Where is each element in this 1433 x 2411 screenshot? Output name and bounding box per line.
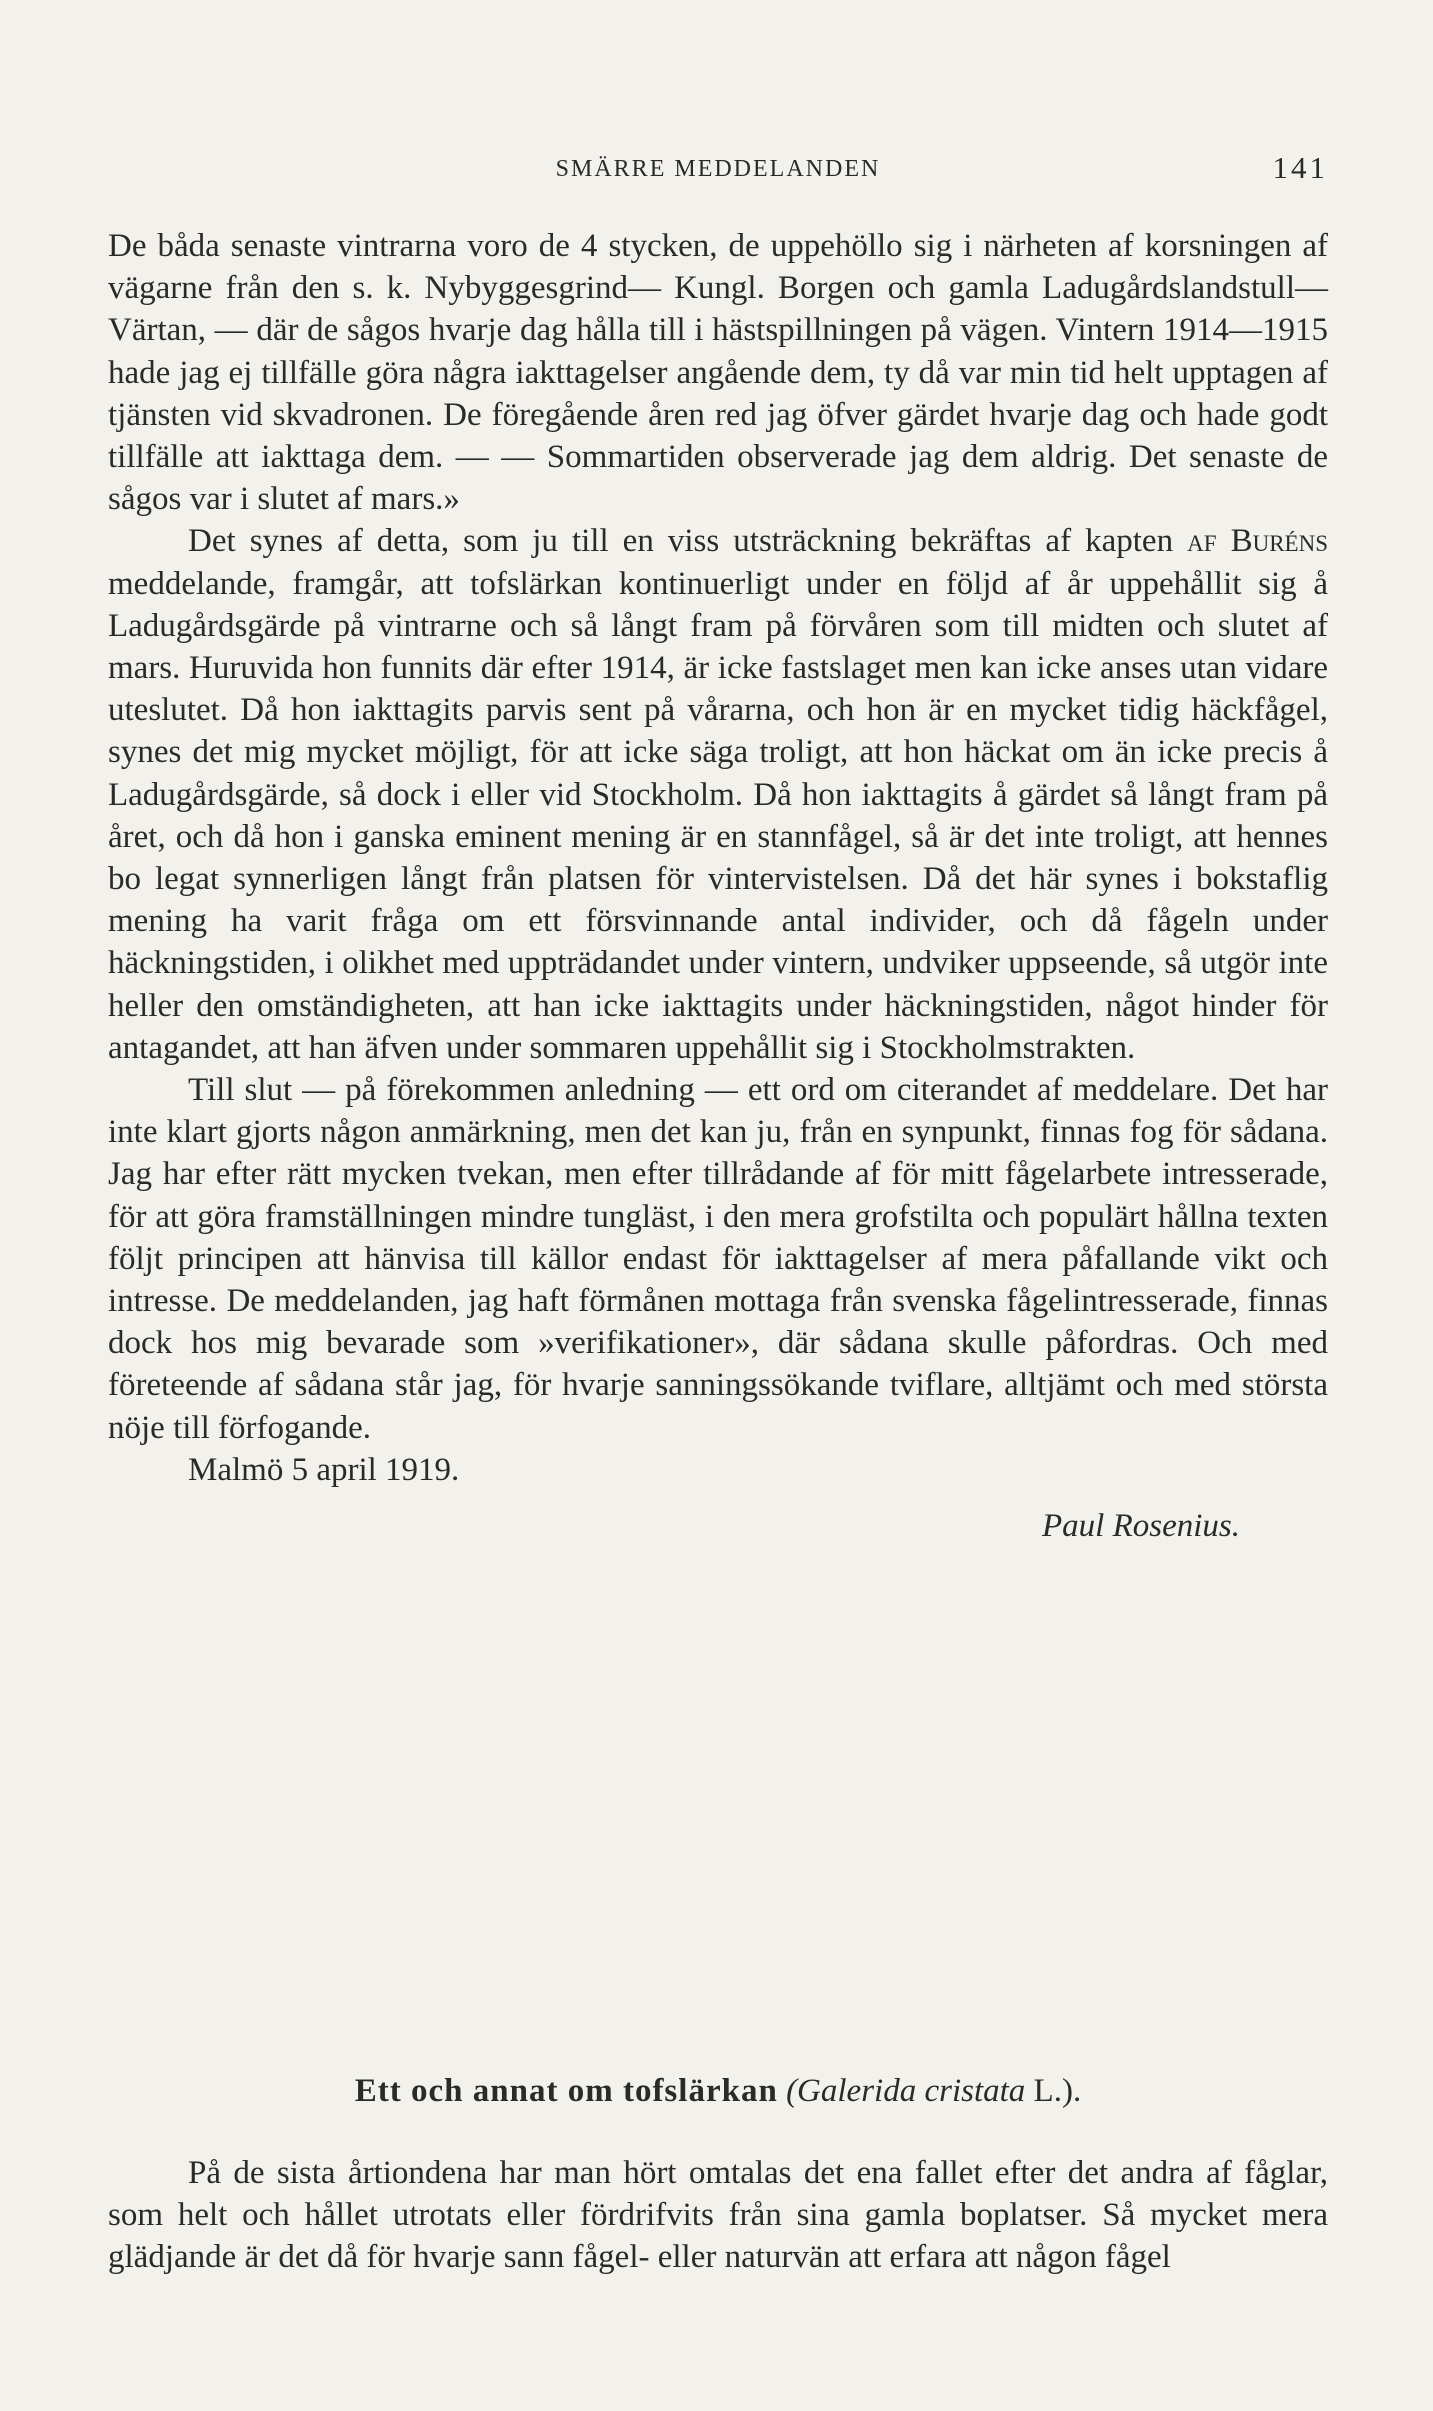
next-article (108, 2073, 1328, 2279)
page-header (108, 150, 1328, 190)
article-title-latin: (Galerida cristata (786, 2073, 1026, 2109)
paragraph-1 (108, 225, 1328, 520)
page-number: 141 (1272, 150, 1328, 185)
signature-place-date: Malmö 5 april 1919. (188, 1451, 460, 1488)
main-text (108, 225, 1328, 1547)
paragraph-3-text: Till slut — på förekommen anledning — ett ord om citerandet af meddelare. Det har inte klart gjorts någon anmärkning, men det kan ju, från en synpunkt, finnas fog för sådana. Jag har efter rätt mycken tvekan, men efter tillrådande af för mitt fågelarbete intresserade, för att göra framställningen mindre tungläst, i den mera grofstilta och populärt hållna texten följt principen att hänvisa till källor endast för iakttagelser af mera påfallande vikt och intresse. De meddelanden, jag haft förmånen mottaga från svenska fågelintresserade, finnas dock hos mig bevarade som »verifikationer», där sådana skulle påfordras. Och med företeende af sådana står jag, för hvarje sanningssökande tviflare, alltjämt och med största nöje till förfogande. (108, 1072, 1328, 1446)
paragraph-2-text-b: meddelande, framgår, att tofslärkan kontinuerligt under en följd af år uppehållit sig å Ladugårdsgärde på vintrarne och så långt fram på förvåren som till midten och slutet af mars. Huruvida hon funnits där efter 1914, är icke fastslaget men kan icke anses utan vidare uteslutet. Då hon iakttagits parvis sent på vårarna, och hon är en mycket tidig häckfågel, synes det mig mycket möjligt, för att icke säga troligt, att hon häckat om än icke precis å Ladugårdsgärde, så dock i eller vid Stockholm. Då hon iakttagits å gärdet så långt fram på året, och då hon i ganska eminent mening är en stannfågel, så är det inte troligt, att hennes bo legat synnerligen långt från platsen för vintervistelsen. Då det här synes i bokstaflig mening ha varit fråga om ett försvinnande antal individer, och då fågeln under häckningstiden, i olikhet med uppträdandet under vintern, undviker uppseende, så utgör inte heller den omständigheten, att han icke iakttagits under häckningstiden, något hinder för antagandet, att han äfven under sommaren uppehållit sig i Stockholmstrakten. (108, 565, 1328, 1066)
article-title (108, 2073, 1328, 2110)
author-name-smallcaps: af Buréns (1187, 523, 1328, 560)
article-body: På de sista årtiondena har man hört omtalas det ena fallet efter det andra af fåglar, som helt och hållet utrotats eller fördrifvits från sina gamla boplatser. Så mycket mera glädjande är det då för hvarje sann fågel- eller naturvän att erfara att någon fågel (108, 2155, 1328, 2276)
paragraph-1-text: De båda senaste vintrarna voro de 4 stycken, de uppehöllo sig i närheten af korsningen af vägarne från den s. k. Nybyggesgrind— Kungl. Borgen och gamla Ladugårdslandstull—Värtan, — där de sågos hvarje dag hålla till i hästspillningen på vägen. Vintern 1914—1915 hade jag ej tillfälle göra några iakttagelser angående dem, ty då var min tid helt upptagen af tjänsten vid skvadronen. De föregående åren red jag öfver gärdet hvarje dag och hade godt tillfälle att iakttaga dem. — — Sommartiden observerade jag dem aldrig. Det senaste de sågos var i slutet af mars.» (108, 228, 1328, 518)
paragraph-3 (108, 1069, 1328, 1449)
paragraph-2-text-a: Det synes af detta, som ju till en viss utsträckning bekräftas af kapten (188, 523, 1188, 560)
paragraph-2 (108, 520, 1328, 1069)
signature-author: Paul Rosenius. (1042, 1508, 1240, 1545)
article-title-main: Ett och annat om tofslärkan (354, 2073, 778, 2109)
article-title-suffix: L.). (1025, 2073, 1082, 2109)
running-head: SMÄRRE MEDDELANDEN (555, 156, 881, 182)
